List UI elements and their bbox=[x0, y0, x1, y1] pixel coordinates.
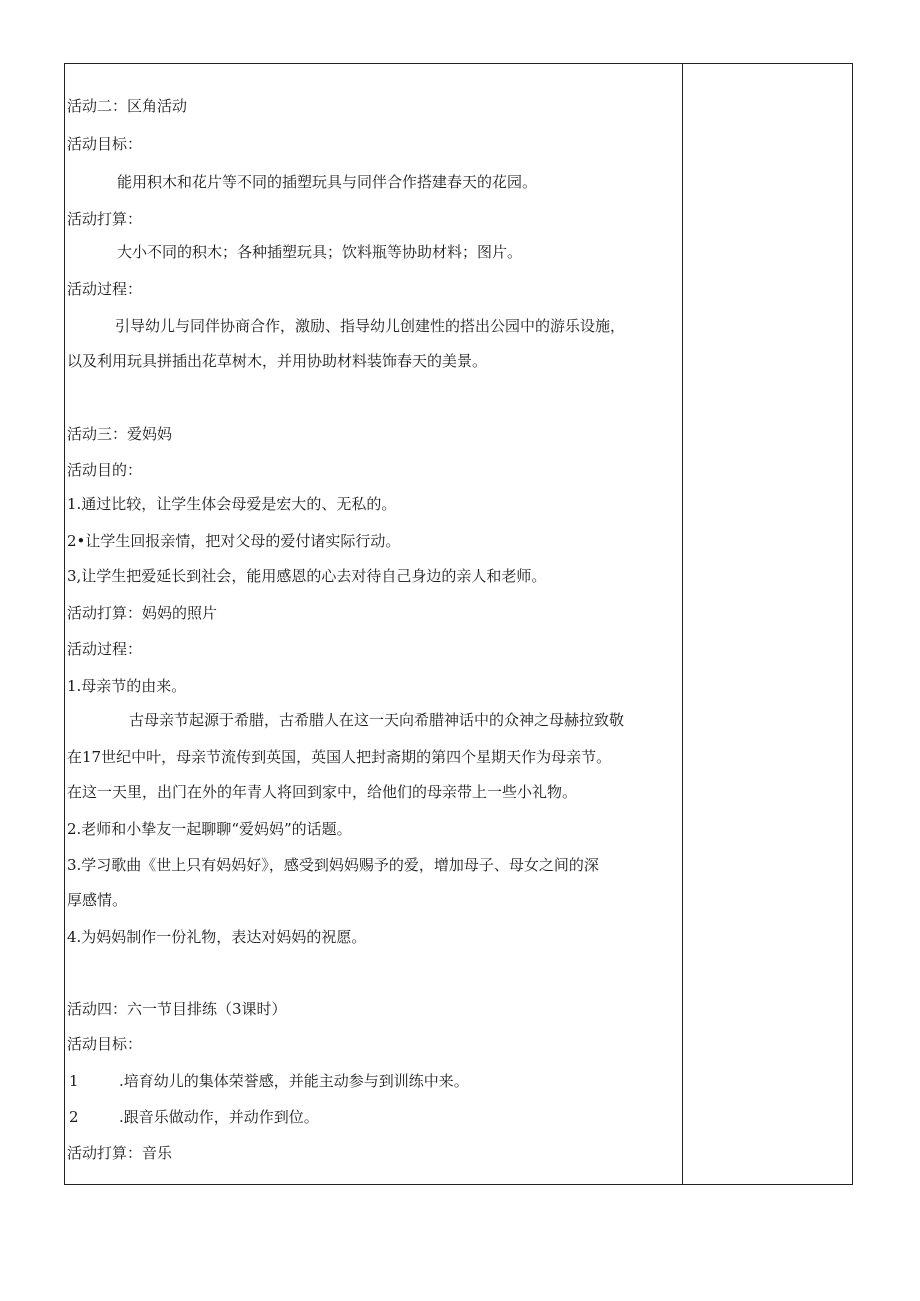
activity3-step3-line2: 厚感情。 bbox=[67, 891, 128, 909]
activity4-goal-2-text: .跟音乐做动作，并动作到位。 bbox=[119, 1108, 319, 1126]
activity2-process-line2: 以及利用玩具拼插出花草树木，并用协助材料装饰春天的美景。 bbox=[67, 352, 488, 370]
activity3-story-line2: 在17世纪中叶，母亲节流传到英国，英国人把封斋期的第四个星期天作为母亲节。 bbox=[67, 748, 612, 766]
activity3-goal-2: 2•让学生回报亲情，把对父母的爱付诸实际行动。 bbox=[67, 532, 401, 550]
activity2-goal-text: 能用积木和花片等不同的插塑玩具与同伴合作搭建春天的花园。 bbox=[117, 173, 538, 191]
activity2-prep-heading: 活动打算： bbox=[67, 210, 143, 228]
activity2-goal-heading: 活动目标： bbox=[67, 135, 143, 153]
activity4-goal-heading: 活动目标： bbox=[67, 1035, 143, 1053]
activity3-title: 活动三：爱妈妈 bbox=[67, 425, 173, 443]
activity3-step4: 4.为妈妈制作一份礼物，表达对妈妈的祝愿。 bbox=[67, 928, 367, 946]
activity3-story-line1: 古母亲节起源于希腊，古希腊人在这一天向希腊神话中的众神之母赫拉致敬 bbox=[129, 711, 625, 729]
activity4-goal-1-number: 1 bbox=[69, 1072, 79, 1090]
activity3-prep: 活动打算：妈妈的照片 bbox=[67, 604, 218, 622]
activity3-story-line3: 在这一天里，出门在外的年青人将回到家中，给他们的母亲带上一些小礼物。 bbox=[67, 783, 578, 801]
activity3-goal-3: 3,让学生把爱延长到社会，能用感恩的心去对待自己身边的亲人和老师。 bbox=[67, 567, 547, 585]
activity2-process-line1: 引导幼儿与同伴协商合作，激励、指导幼儿创建性的搭出公园中的游乐设施， bbox=[115, 317, 626, 335]
activity4-title: 活动四：六一节目排练（3课时） bbox=[67, 1000, 287, 1018]
activity2-prep-text: 大小不同的积木；各种插塑玩具；饮料瓶等协助材料；图片。 bbox=[117, 243, 523, 261]
activity3-goal-1: 1.通过比较，让学生体会母爱是宏大的、无私的。 bbox=[67, 495, 397, 513]
activity3-step1: 1.母亲节的由来。 bbox=[67, 677, 187, 695]
activity3-goal-heading: 活动目的： bbox=[67, 461, 143, 479]
activity3-step3-line1: 3.学习歌曲《世上只有妈妈好》，感受到妈妈赐予的爱，增加母子、母女之间的深 bbox=[67, 856, 599, 874]
notes-cell bbox=[683, 64, 852, 1184]
activity4-prep: 活动打算：音乐 bbox=[67, 1144, 173, 1162]
activity3-process-heading: 活动过程： bbox=[67, 640, 143, 658]
activity3-step2: 2.老师和小挚友一起聊聊“爱妈妈”的话题。 bbox=[67, 820, 352, 838]
lesson-plan-table bbox=[64, 63, 853, 1185]
activity4-goal-2-number: 2 bbox=[69, 1108, 79, 1126]
activity2-title: 活动二：区角活动 bbox=[67, 97, 188, 115]
activity2-process-heading: 活动过程： bbox=[67, 280, 143, 298]
activity4-goal-1-text: .培育幼儿的集体荣誉感，并能主动参与到训练中来。 bbox=[119, 1072, 469, 1090]
